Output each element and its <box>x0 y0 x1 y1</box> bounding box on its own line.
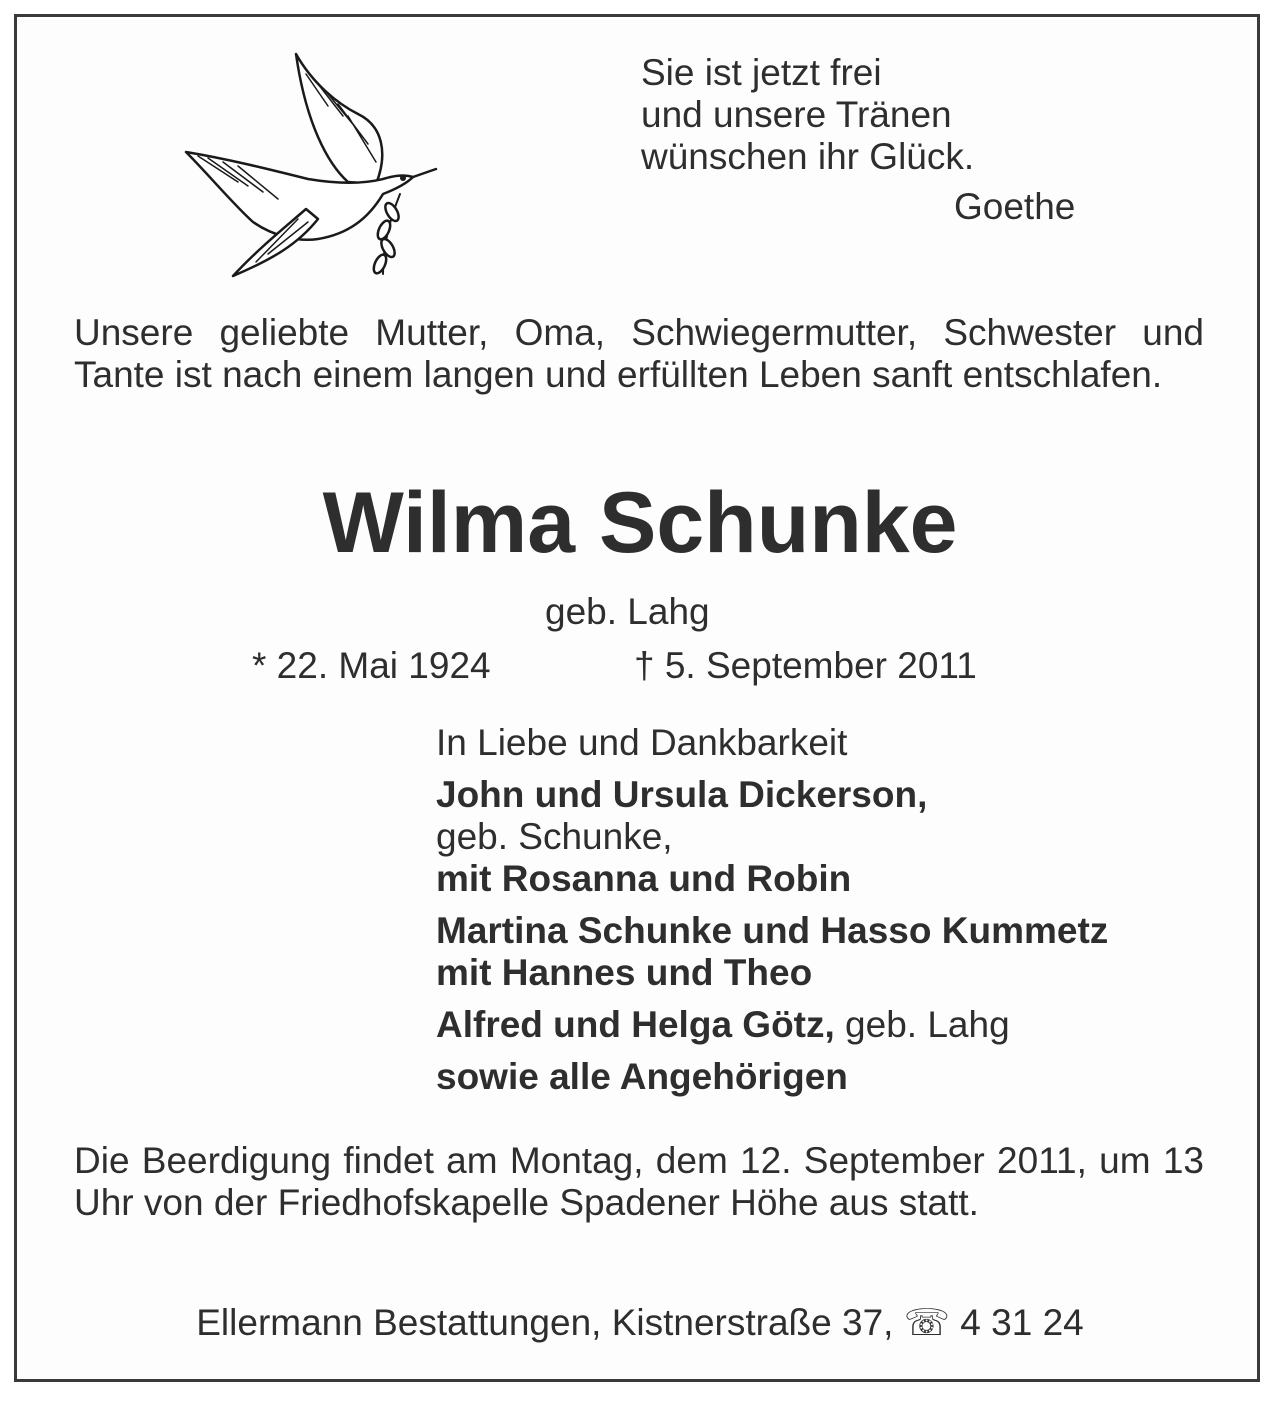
dove-icon <box>178 44 448 284</box>
family-3-note: geb. Lahg <box>834 1004 1010 1045</box>
undertaker-phone: 4 31 24 <box>950 1302 1084 1343</box>
family-3-name: Alfred und Helga Götz, <box>436 1004 835 1045</box>
quote-line-1: Sie ist jetzt frei <box>641 52 882 93</box>
undertaker-line <box>0 1302 1280 1344</box>
family-2-children: mit Hannes und Theo <box>436 952 813 993</box>
funeral-notice: Die Beerdigung findet am Montag, dem 12. September 2011, um 13 Uhr von der Friedhofskapelle Spadener Höhe aus statt. <box>74 1140 1204 1223</box>
mourners-list <box>436 722 1108 1098</box>
undertaker-address: Ellermann Bestattungen, Kistnerstraße 37, <box>196 1302 904 1343</box>
intro-paragraph: Unsere geliebte Mutter, Oma, Schwiegermutter, Schwester und Tante ist nach einem langen und erfüllten Leben sanft entschlafen. <box>74 312 1204 395</box>
family-3-line <box>436 1004 1108 1046</box>
phone-icon: ☏ <box>903 1302 951 1343</box>
birth-date: * 22. Mai 1924 <box>252 645 491 686</box>
deceased-name: Wilma Schunke <box>322 475 958 571</box>
quote-line-3: wünschen ihr Glück. <box>641 136 975 177</box>
quote-line-2: und unsere Tränen <box>641 94 952 135</box>
maiden-name: geb. Lahg <box>545 591 710 632</box>
quote-author: Goethe <box>954 186 1076 227</box>
family-2-name: Martina Schunke und Hasso Kummetz <box>436 910 1109 951</box>
family-1-note: geb. Schunke, <box>436 816 673 857</box>
family-1-children: mit Rosanna und Robin <box>436 858 852 899</box>
goethe-quote <box>641 52 974 178</box>
mourners-intro: In Liebe und Dankbarkeit <box>436 722 848 763</box>
death-date: † 5. September 2011 <box>634 645 977 686</box>
family-1-name: John und Ursula Dickerson, <box>436 774 928 815</box>
mourners-closing: sowie alle Angehörigen <box>436 1056 848 1097</box>
